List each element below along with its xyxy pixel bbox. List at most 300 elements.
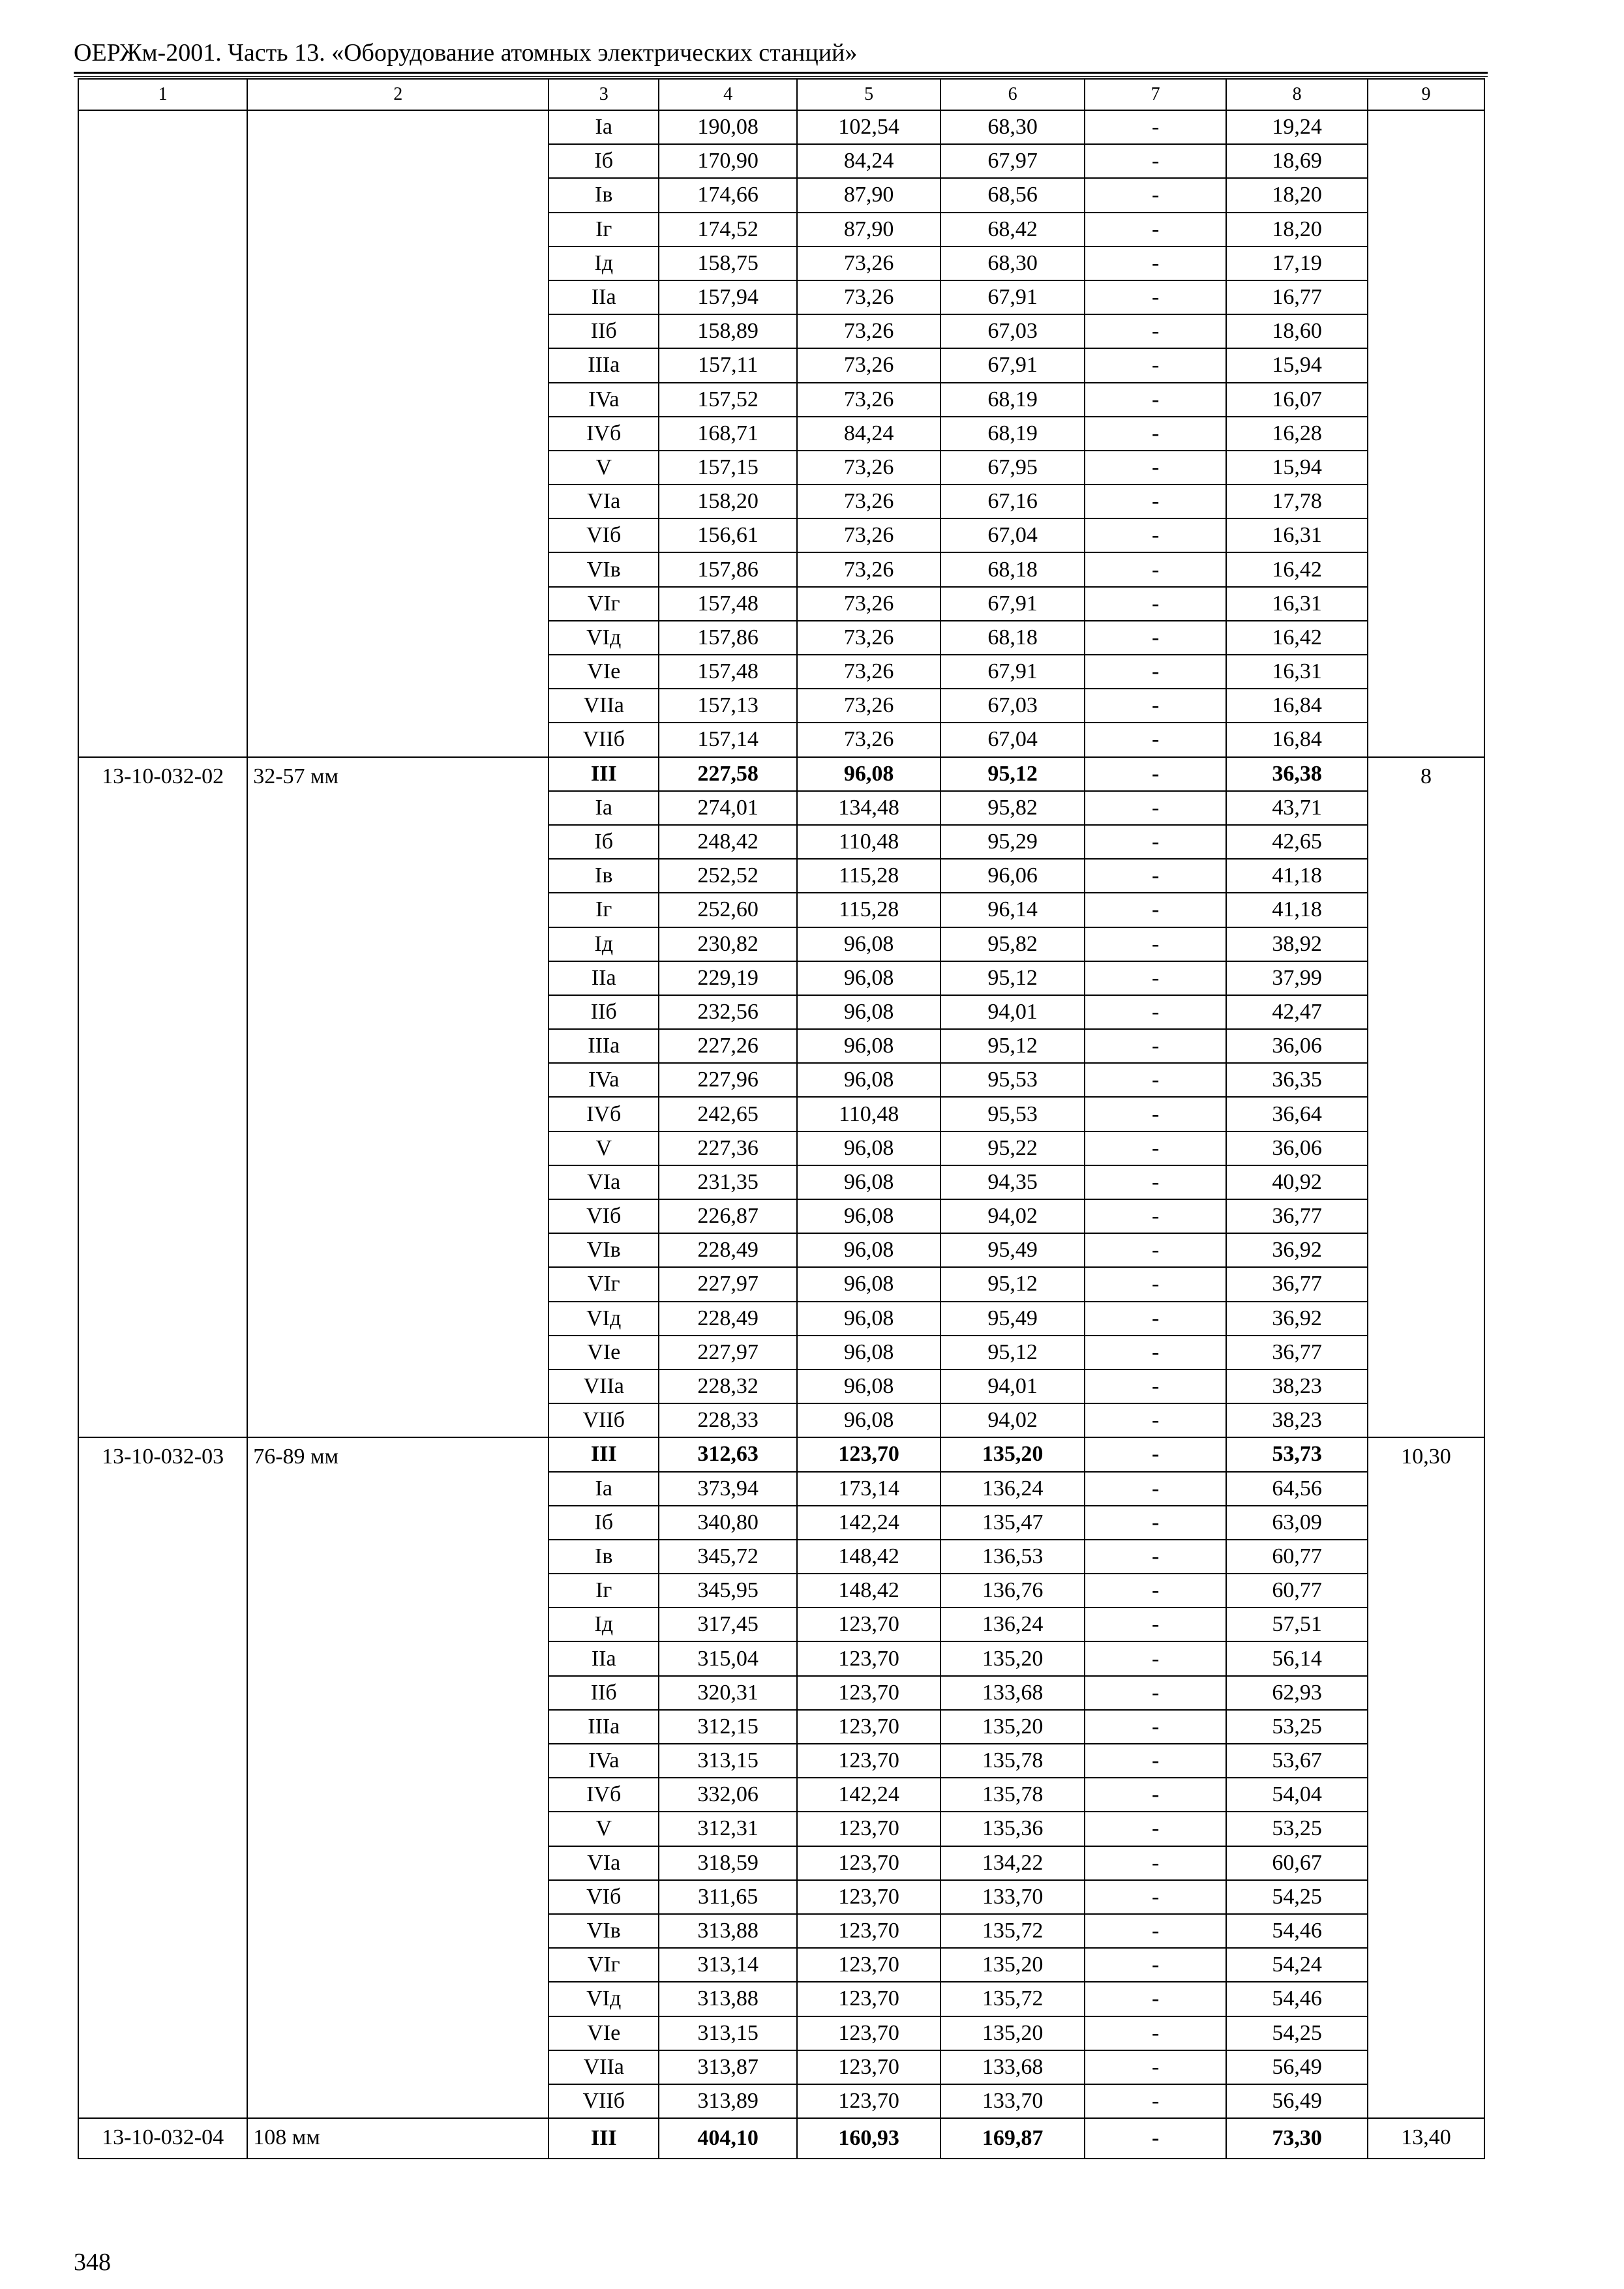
machine-cost-cell: 67,91: [940, 280, 1085, 314]
wages-cell: 115,28: [797, 859, 940, 893]
materials-cell: -: [1085, 2118, 1226, 2159]
labor-cell: 62,93: [1226, 1676, 1368, 1710]
labor-cell: 15,94: [1226, 348, 1368, 382]
category-cell: VIд: [549, 1982, 659, 2016]
total-cost-cell: 227,97: [659, 1267, 797, 1301]
machine-cost-cell: 135,47: [940, 1506, 1085, 1540]
wages-cell: 173,14: [797, 1472, 940, 1506]
wages-cell: 96,08: [797, 1403, 940, 1437]
wages-cell: 73,26: [797, 621, 940, 655]
materials-cell: -: [1085, 791, 1226, 825]
labor-cell: 54,46: [1226, 1982, 1368, 2016]
labor-cell: 60,77: [1226, 1574, 1368, 1608]
wages-cell: 73,26: [797, 518, 940, 552]
materials-cell: -: [1085, 587, 1226, 621]
machine-cost-cell: 95,29: [940, 825, 1085, 859]
wages-cell: 142,24: [797, 1778, 940, 1812]
wages-cell: 96,08: [797, 1131, 940, 1165]
wages-cell: 87,90: [797, 178, 940, 212]
column-number: 1: [78, 79, 247, 110]
machine-cost-cell: 95,53: [940, 1097, 1085, 1131]
wages-cell: 123,70: [797, 1641, 940, 1675]
labor-cell: 41,18: [1226, 859, 1368, 893]
category-cell: V: [549, 451, 659, 485]
column-number: 3: [549, 79, 659, 110]
category-cell: III: [549, 1437, 659, 1471]
labor-cell: 60,77: [1226, 1540, 1368, 1574]
machine-cost-cell: 95,82: [940, 927, 1085, 961]
materials-cell: -: [1085, 1608, 1226, 1641]
materials-cell: -: [1085, 1880, 1226, 1914]
category-cell: Iг: [549, 893, 659, 927]
wages-cell: 73,26: [797, 348, 940, 382]
wages-cell: 73,26: [797, 552, 940, 586]
wages-cell: 96,08: [797, 927, 940, 961]
labor-cell: 73,30: [1226, 2118, 1368, 2159]
machine-cost-cell: 135,36: [940, 1812, 1085, 1846]
labor-cell: 36,06: [1226, 1131, 1368, 1165]
machine-cost-cell: 95,12: [940, 1336, 1085, 1369]
category-cell: VIe: [549, 1336, 659, 1369]
labor-cell: 63,09: [1226, 1506, 1368, 1540]
machine-cost-cell: 95,12: [940, 1029, 1085, 1063]
machine-cost-cell: 169,87: [940, 2118, 1085, 2159]
materials-cell: -: [1085, 1165, 1226, 1199]
materials-cell: -: [1085, 723, 1226, 756]
category-cell: III: [549, 757, 659, 791]
total-cost-cell: 313,88: [659, 1914, 797, 1948]
total-cost-cell: 311,65: [659, 1880, 797, 1914]
table-row: [78, 757, 1484, 791]
column-number: 9: [1368, 79, 1484, 110]
category-cell: Ia: [549, 791, 659, 825]
category-cell: VIIб: [549, 1403, 659, 1437]
wages-cell: 96,08: [797, 1063, 940, 1097]
labor-cell: 16,31: [1226, 587, 1368, 621]
category-cell: Iв: [549, 178, 659, 212]
total-cost-cell: 227,26: [659, 1029, 797, 1063]
materials-cell: -: [1085, 1267, 1226, 1301]
labor-cell: 64,56: [1226, 1472, 1368, 1506]
machine-cost-cell: 94,02: [940, 1199, 1085, 1233]
column-9-value: 13,40: [1368, 2118, 1484, 2159]
category-cell: VIв: [549, 552, 659, 586]
materials-cell: -: [1085, 1846, 1226, 1880]
materials-cell: -: [1085, 961, 1226, 995]
table-row: [78, 110, 1484, 144]
labor-cell: 54,25: [1226, 1880, 1368, 1914]
total-cost-cell: 318,59: [659, 1846, 797, 1880]
machine-cost-cell: 94,35: [940, 1165, 1085, 1199]
machine-cost-cell: 95,53: [940, 1063, 1085, 1097]
materials-cell: -: [1085, 2050, 1226, 2084]
category-cell: VIд: [549, 621, 659, 655]
category-cell: VIв: [549, 1233, 659, 1267]
total-cost-cell: 252,52: [659, 859, 797, 893]
category-cell: IVa: [549, 1063, 659, 1097]
machine-cost-cell: 67,91: [940, 587, 1085, 621]
machine-cost-cell: 68,42: [940, 213, 1085, 247]
page-number: 348: [74, 2249, 111, 2276]
wages-cell: 96,08: [797, 995, 940, 1029]
total-cost-cell: 228,33: [659, 1403, 797, 1437]
labor-cell: 36,92: [1226, 1302, 1368, 1336]
labor-cell: 38,23: [1226, 1369, 1368, 1403]
wages-cell: 160,93: [797, 2118, 940, 2159]
machine-cost-cell: 133,68: [940, 2050, 1085, 2084]
labor-cell: 18,60: [1226, 314, 1368, 348]
category-cell: Iб: [549, 144, 659, 178]
labor-cell: 40,92: [1226, 1165, 1368, 1199]
total-cost-cell: 313,14: [659, 1948, 797, 1982]
category-cell: VIa: [549, 1165, 659, 1199]
materials-cell: -: [1085, 1097, 1226, 1131]
column-9-value: [1368, 110, 1484, 757]
total-cost-cell: 157,48: [659, 587, 797, 621]
category-cell: IVa: [549, 383, 659, 417]
total-cost-cell: 170,90: [659, 144, 797, 178]
category-cell: VIб: [549, 1199, 659, 1233]
machine-cost-cell: 94,01: [940, 1369, 1085, 1403]
labor-cell: 56,49: [1226, 2050, 1368, 2084]
category-cell: VIIб: [549, 723, 659, 756]
materials-cell: -: [1085, 1710, 1226, 1744]
category-cell: VIв: [549, 1914, 659, 1948]
machine-cost-cell: 95,12: [940, 1267, 1085, 1301]
total-cost-cell: 168,71: [659, 417, 797, 451]
materials-cell: -: [1085, 1233, 1226, 1267]
wages-cell: 142,24: [797, 1506, 940, 1540]
materials-cell: -: [1085, 1437, 1226, 1471]
resource-code: 13-10-032-02: [78, 757, 247, 1438]
machine-cost-cell: 95,22: [940, 1131, 1085, 1165]
machine-cost-cell: 136,53: [940, 1540, 1085, 1574]
category-cell: VIг: [549, 587, 659, 621]
machine-cost-cell: 68,30: [940, 247, 1085, 280]
total-cost-cell: 345,72: [659, 1540, 797, 1574]
wages-cell: 73,26: [797, 247, 940, 280]
labor-cell: 60,67: [1226, 1846, 1368, 1880]
materials-cell: -: [1085, 1472, 1226, 1506]
labor-cell: 56,49: [1226, 2084, 1368, 2118]
column-9-value: 10,30: [1368, 1437, 1484, 2118]
machine-cost-cell: 67,91: [940, 348, 1085, 382]
wages-cell: 73,26: [797, 723, 940, 756]
category-cell: IIб: [549, 995, 659, 1029]
materials-cell: -: [1085, 825, 1226, 859]
labor-cell: 16,84: [1226, 723, 1368, 756]
total-cost-cell: 157,15: [659, 451, 797, 485]
machine-cost-cell: 95,12: [940, 757, 1085, 791]
wages-cell: 123,70: [797, 1880, 940, 1914]
machine-cost-cell: 67,95: [940, 451, 1085, 485]
wages-cell: 96,08: [797, 1165, 940, 1199]
category-cell: VIг: [549, 1948, 659, 1982]
labor-cell: 36,38: [1226, 757, 1368, 791]
category-cell: IIIa: [549, 1710, 659, 1744]
category-cell: VIIa: [549, 1369, 659, 1403]
machine-cost-cell: 68,30: [940, 110, 1085, 144]
wages-cell: 73,26: [797, 280, 940, 314]
total-cost-cell: 332,06: [659, 1778, 797, 1812]
wages-cell: 123,70: [797, 1812, 940, 1846]
wages-cell: 123,70: [797, 2050, 940, 2084]
total-cost-cell: 231,35: [659, 1165, 797, 1199]
labor-cell: 53,25: [1226, 1710, 1368, 1744]
total-cost-cell: 227,96: [659, 1063, 797, 1097]
materials-cell: -: [1085, 213, 1226, 247]
labor-cell: 54,25: [1226, 2016, 1368, 2050]
total-cost-cell: 252,60: [659, 893, 797, 927]
machine-cost-cell: 68,18: [940, 621, 1085, 655]
wages-cell: 73,26: [797, 587, 940, 621]
machine-cost-cell: 135,20: [940, 1641, 1085, 1675]
materials-cell: -: [1085, 348, 1226, 382]
wages-cell: 73,26: [797, 689, 940, 723]
wages-cell: 123,70: [797, 1948, 940, 1982]
materials-cell: -: [1085, 1063, 1226, 1097]
total-cost-cell: 320,31: [659, 1676, 797, 1710]
machine-cost-cell: 95,49: [940, 1302, 1085, 1336]
category-cell: Ia: [549, 110, 659, 144]
total-cost-cell: 228,49: [659, 1233, 797, 1267]
materials-cell: -: [1085, 1506, 1226, 1540]
pipe-size: 76-89 мм: [247, 1437, 549, 2118]
category-cell: VIe: [549, 655, 659, 689]
total-cost-cell: 229,19: [659, 961, 797, 995]
materials-cell: -: [1085, 1914, 1226, 1948]
materials-cell: -: [1085, 485, 1226, 518]
labor-cell: 16,77: [1226, 280, 1368, 314]
machine-cost-cell: 136,76: [940, 1574, 1085, 1608]
machine-cost-cell: 67,04: [940, 723, 1085, 756]
category-cell: Iв: [549, 1540, 659, 1574]
materials-cell: -: [1085, 1131, 1226, 1165]
total-cost-cell: 373,94: [659, 1472, 797, 1506]
materials-cell: -: [1085, 1948, 1226, 1982]
total-cost-cell: 227,58: [659, 757, 797, 791]
category-cell: Iб: [549, 825, 659, 859]
total-cost-cell: 313,89: [659, 2084, 797, 2118]
materials-cell: -: [1085, 314, 1226, 348]
labor-cell: 36,77: [1226, 1199, 1368, 1233]
materials-cell: -: [1085, 927, 1226, 961]
column-number-row: [78, 79, 1484, 110]
total-cost-cell: 404,10: [659, 2118, 797, 2159]
category-cell: Ia: [549, 1472, 659, 1506]
wages-cell: 84,24: [797, 417, 940, 451]
labor-cell: 54,04: [1226, 1778, 1368, 1812]
labor-cell: 42,65: [1226, 825, 1368, 859]
materials-cell: -: [1085, 552, 1226, 586]
labor-cell: 42,47: [1226, 995, 1368, 1029]
total-cost-cell: 345,95: [659, 1574, 797, 1608]
labor-cell: 36,92: [1226, 1233, 1368, 1267]
machine-cost-cell: 135,20: [940, 1437, 1085, 1471]
category-cell: IIб: [549, 1676, 659, 1710]
machine-cost-cell: 67,16: [940, 485, 1085, 518]
labor-cell: 36,64: [1226, 1097, 1368, 1131]
column-number: 6: [940, 79, 1085, 110]
materials-cell: -: [1085, 144, 1226, 178]
machine-cost-cell: 134,22: [940, 1846, 1085, 1880]
machine-cost-cell: 135,20: [940, 1710, 1085, 1744]
total-cost-cell: 157,11: [659, 348, 797, 382]
labor-cell: 18,20: [1226, 178, 1368, 212]
materials-cell: -: [1085, 1540, 1226, 1574]
total-cost-cell: 174,52: [659, 213, 797, 247]
machine-cost-cell: 67,03: [940, 314, 1085, 348]
materials-cell: -: [1085, 757, 1226, 791]
machine-cost-cell: 68,19: [940, 417, 1085, 451]
category-cell: VIг: [549, 1267, 659, 1301]
total-cost-cell: 158,20: [659, 485, 797, 518]
labor-cell: 54,24: [1226, 1948, 1368, 1982]
materials-cell: -: [1085, 383, 1226, 417]
wages-cell: 73,26: [797, 451, 940, 485]
wages-cell: 96,08: [797, 1369, 940, 1403]
labor-cell: 38,23: [1226, 1403, 1368, 1437]
total-cost-cell: 157,13: [659, 689, 797, 723]
materials-cell: -: [1085, 689, 1226, 723]
wages-cell: 96,08: [797, 961, 940, 995]
labor-cell: 16,42: [1226, 621, 1368, 655]
materials-cell: -: [1085, 451, 1226, 485]
machine-cost-cell: 135,78: [940, 1778, 1085, 1812]
materials-cell: -: [1085, 1778, 1226, 1812]
category-cell: III: [549, 2118, 659, 2159]
wages-cell: 123,70: [797, 1437, 940, 1471]
machine-cost-cell: 95,49: [940, 1233, 1085, 1267]
category-cell: Iд: [549, 247, 659, 280]
wages-cell: 115,28: [797, 893, 940, 927]
wages-cell: 96,08: [797, 1336, 940, 1369]
labor-cell: 16,07: [1226, 383, 1368, 417]
machine-cost-cell: 94,02: [940, 1403, 1085, 1437]
resource-code: [78, 110, 247, 757]
labor-cell: 41,18: [1226, 893, 1368, 927]
category-cell: VIIa: [549, 689, 659, 723]
machine-cost-cell: 68,19: [940, 383, 1085, 417]
wages-cell: 123,70: [797, 1846, 940, 1880]
labor-cell: 16,31: [1226, 655, 1368, 689]
table-row: [78, 2118, 1484, 2159]
machine-cost-cell: 94,01: [940, 995, 1085, 1029]
machine-cost-cell: 135,72: [940, 1982, 1085, 2016]
labor-cell: 36,06: [1226, 1029, 1368, 1063]
category-cell: VIIб: [549, 2084, 659, 2118]
labor-cell: 18,69: [1226, 144, 1368, 178]
category-cell: IIб: [549, 314, 659, 348]
wages-cell: 148,42: [797, 1574, 940, 1608]
category-cell: IIa: [549, 280, 659, 314]
materials-cell: -: [1085, 417, 1226, 451]
total-cost-cell: 313,15: [659, 1744, 797, 1778]
wages-cell: 73,26: [797, 655, 940, 689]
materials-cell: -: [1085, 621, 1226, 655]
wages-cell: 123,70: [797, 1982, 940, 2016]
labor-cell: 53,25: [1226, 1812, 1368, 1846]
wages-cell: 110,48: [797, 1097, 940, 1131]
total-cost-cell: 248,42: [659, 825, 797, 859]
category-cell: IIa: [549, 1641, 659, 1675]
category-cell: VIд: [549, 1302, 659, 1336]
labor-cell: 17,78: [1226, 485, 1368, 518]
machine-cost-cell: 135,78: [940, 1744, 1085, 1778]
machine-cost-cell: 67,03: [940, 689, 1085, 723]
total-cost-cell: 157,86: [659, 552, 797, 586]
materials-cell: -: [1085, 2084, 1226, 2118]
header-rule-thick: [74, 72, 1488, 74]
machine-cost-cell: 136,24: [940, 1472, 1085, 1506]
machine-cost-cell: 67,97: [940, 144, 1085, 178]
wages-cell: 102,54: [797, 110, 940, 144]
machine-cost-cell: 68,18: [940, 552, 1085, 586]
wages-cell: 73,26: [797, 383, 940, 417]
category-cell: Iд: [549, 927, 659, 961]
category-cell: Iд: [549, 1608, 659, 1641]
total-cost-cell: 157,48: [659, 655, 797, 689]
labor-cell: 37,99: [1226, 961, 1368, 995]
labor-cell: 53,73: [1226, 1437, 1368, 1471]
labor-cell: 16,42: [1226, 552, 1368, 586]
machine-cost-cell: 133,70: [940, 2084, 1085, 2118]
total-cost-cell: 157,14: [659, 723, 797, 756]
wages-cell: 123,70: [797, 1710, 940, 1744]
category-cell: Iв: [549, 859, 659, 893]
materials-cell: -: [1085, 1029, 1226, 1063]
total-cost-cell: 157,52: [659, 383, 797, 417]
wages-cell: 96,08: [797, 1302, 940, 1336]
pipe-size: 108 мм: [247, 2118, 549, 2159]
total-cost-cell: 190,08: [659, 110, 797, 144]
category-cell: VIa: [549, 1846, 659, 1880]
total-cost-cell: 315,04: [659, 1641, 797, 1675]
materials-cell: -: [1085, 1812, 1226, 1846]
column-9-value: 8: [1368, 757, 1484, 1438]
table-row: [78, 1437, 1484, 1471]
materials-cell: -: [1085, 1369, 1226, 1403]
materials-cell: -: [1085, 1982, 1226, 2016]
wages-cell: 123,70: [797, 1914, 940, 1948]
total-cost-cell: 226,87: [659, 1199, 797, 1233]
total-cost-cell: 228,49: [659, 1302, 797, 1336]
page-header: ОЕРЖм-2001. Часть 13. «Оборудование атомных электрических станций»: [74, 39, 858, 67]
total-cost-cell: 158,75: [659, 247, 797, 280]
category-cell: IVб: [549, 1778, 659, 1812]
category-cell: V: [549, 1131, 659, 1165]
column-number: 7: [1085, 79, 1226, 110]
materials-cell: -: [1085, 280, 1226, 314]
labor-cell: 57,51: [1226, 1608, 1368, 1641]
total-cost-cell: 317,45: [659, 1608, 797, 1641]
machine-cost-cell: 133,68: [940, 1676, 1085, 1710]
machine-cost-cell: 135,20: [940, 2016, 1085, 2050]
labor-cell: 36,35: [1226, 1063, 1368, 1097]
category-cell: VIe: [549, 2016, 659, 2050]
pipe-size: 32-57 мм: [247, 757, 549, 1438]
materials-cell: -: [1085, 1641, 1226, 1675]
total-cost-cell: 313,15: [659, 2016, 797, 2050]
materials-cell: -: [1085, 1199, 1226, 1233]
total-cost-cell: 312,31: [659, 1812, 797, 1846]
total-cost-cell: 312,63: [659, 1437, 797, 1471]
category-cell: VIa: [549, 485, 659, 518]
machine-cost-cell: 67,91: [940, 655, 1085, 689]
category-cell: IVб: [549, 1097, 659, 1131]
total-cost-cell: 232,56: [659, 995, 797, 1029]
wages-cell: 87,90: [797, 213, 940, 247]
